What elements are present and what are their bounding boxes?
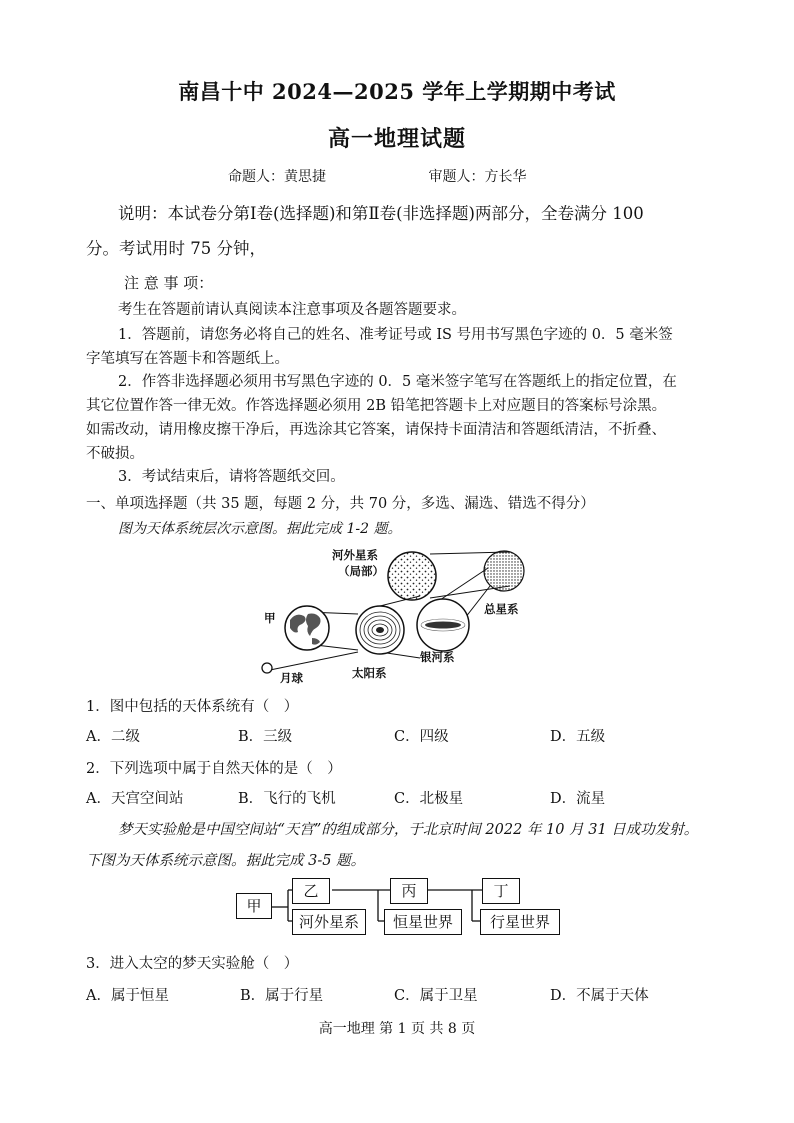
q2-option-b: B．飞行的飞机 <box>238 791 336 807</box>
setter: 命题人：黄思捷 <box>228 169 326 185</box>
notes-heading: 注 意 事 项： <box>124 274 214 292</box>
exam-title: 南昌十中 2024—2025 学年上学期期中考试 <box>178 79 616 104</box>
q3-stem: 3．进入太空的梦天实验舱（ ） <box>86 956 299 972</box>
q1-option-d: D．五级 <box>550 729 606 745</box>
q2-option-c: C．北极星 <box>394 791 464 807</box>
box-extragalactic: 河外星系 <box>292 909 366 935</box>
reviewer: 审题人：方长华 <box>428 169 527 185</box>
label-partial: （局部） <box>338 564 384 578</box>
moon-circle <box>262 663 272 673</box>
note-1-line1: 1．答题前，请您务必将自己的姓名、准考证号或 IS 号用书写黑色字迹的 0．5 毫米签 <box>118 327 673 343</box>
authors-line <box>228 166 526 186</box>
label-jia: 甲 <box>264 611 276 625</box>
note-2-line3: 如需改动，请用橡皮擦干净后，再选涂其它答案，请保持卡面清洁和答题纸清洁，不折叠、 <box>86 422 666 438</box>
universe-circle <box>484 551 524 591</box>
note-3: 3．考试结束后，请将答题纸交回。 <box>118 469 345 485</box>
q3-5-passage-line1: 梦天实验舱是中国空间站“天宫”的组成部分，于北京时间 2022 年 10 月 31 日成功发射。 <box>118 822 699 838</box>
q1-2-intro: 图为天体系统层次示意图。据此完成 1-2 题。 <box>118 521 402 537</box>
note-2-line2: 其它位置作答一律无效。作答选择题必须用 2B 铅笔把答题卡上对应题目的答案标号涂黑。 <box>86 398 667 414</box>
q3-option-a: A．属于恒星 <box>86 988 169 1004</box>
note-1-line2: 字笔填写在答题卡和答题纸上。 <box>86 351 289 367</box>
note-2-line1: 2．作答非选择题必须用书写黑色字迹的 0．5 毫米签字笔写在答题纸上的指定位置，在 <box>118 374 677 390</box>
box-jia: 甲 <box>236 893 272 919</box>
q3-option-b: B．属于行星 <box>240 988 324 1004</box>
instructions-line2: 分。考试用时 75 分钟， <box>86 239 266 258</box>
q3-5-passage-line2: 下图为天体系统示意图。据此完成 3-5 题。 <box>86 853 366 869</box>
q1-stem: 1．图中包括的天体系统有（ ） <box>86 699 299 715</box>
label-moon: 月球 <box>280 671 303 685</box>
label-galaxy: 银河系 <box>420 650 455 664</box>
label-solar-system: 太阳系 <box>352 666 387 680</box>
box-star-world: 恒星世界 <box>384 909 462 935</box>
box-yi: 乙 <box>292 878 330 904</box>
q3-option-c: C．属于卫星 <box>394 988 478 1004</box>
box-ding: 丁 <box>482 878 520 904</box>
label-universe: 总星系 <box>484 602 519 616</box>
extragalactic-circle <box>388 552 436 600</box>
note-2-line4: 不破损。 <box>86 446 144 462</box>
q2-option-a: A．天宫空间站 <box>86 791 184 807</box>
label-extragalactic: 河外星系 <box>332 548 378 562</box>
instructions-line1: 说明：本试卷分第Ⅰ卷(选择题)和第Ⅱ卷(非选择题)两部分，全卷满分 100 <box>118 204 644 223</box>
q1-option-a: A．二级 <box>86 729 140 745</box>
page-footer: 高一地理 第 1 页 共 8 页 <box>318 1021 476 1037</box>
box-planet-world: 行星世界 <box>480 909 560 935</box>
exam-subject-title: 高一地理试题 <box>327 126 466 152</box>
q2-stem: 2．下列选项中属于自然天体的是（ ） <box>86 761 342 777</box>
q2-option-d: D．流星 <box>550 791 606 807</box>
box-bing: 丙 <box>390 878 428 904</box>
notes-intro: 考生在答题前请认真阅读本注意事项及各题答题要求。 <box>118 302 466 318</box>
q1-option-b: B．三级 <box>238 729 293 745</box>
section1-heading: 一、单项选择题（共 35 题，每题 2 分，共 70 分，多选、漏选、错选不得分） <box>86 496 595 512</box>
q3-option-d: D．不属于天体 <box>550 988 649 1004</box>
q1-option-c: C．四级 <box>394 729 449 745</box>
